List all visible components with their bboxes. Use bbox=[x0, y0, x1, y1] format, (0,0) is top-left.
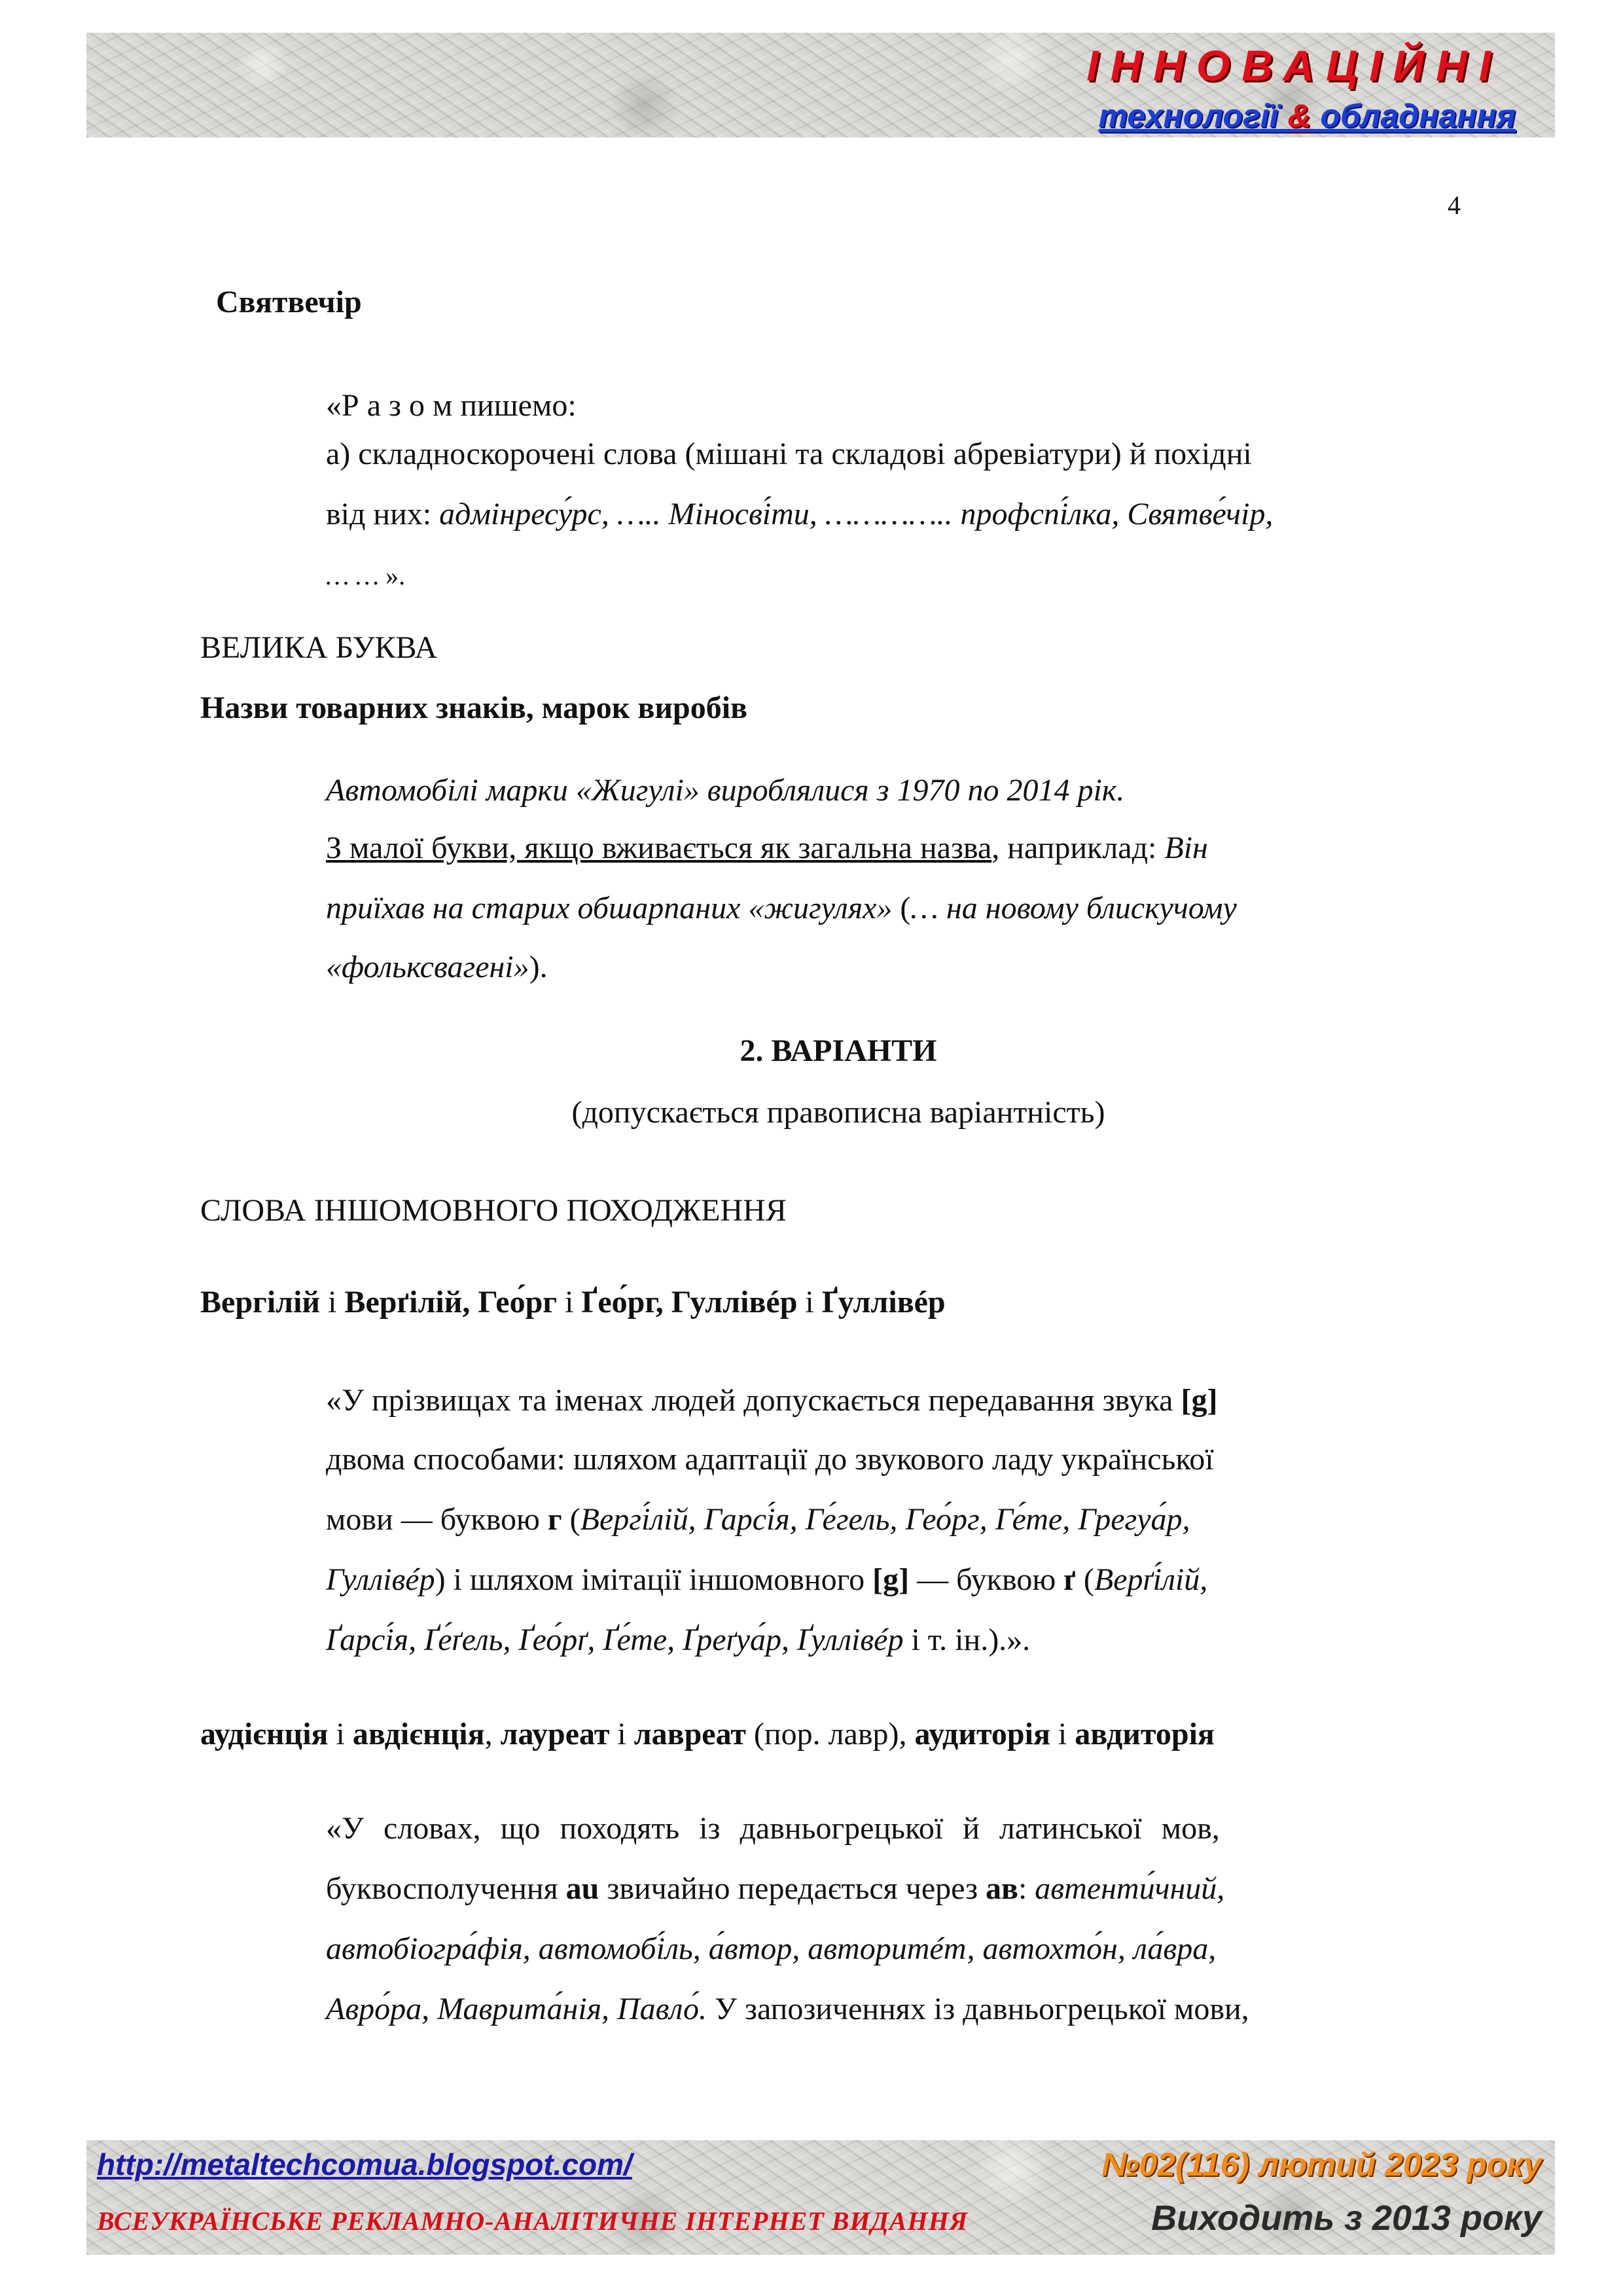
s4-p2f: автенти́чний, bbox=[1035, 1871, 1225, 1906]
website-link[interactable]: http://metaltechcomua.blogspot.com/ bbox=[97, 2147, 632, 2181]
p3d: Вергі́лій, Гарсі́я, Ге́гель, Гео́рг, Ге́те, Грегуа́р, bbox=[580, 1502, 1190, 1537]
rule-au-line-1: «У словах, що походять із давньогрецької й латинської мов, bbox=[326, 1811, 1220, 1846]
rule-g-line-2: двома способами: шляхом адаптації до звукового ладу української bbox=[326, 1442, 1214, 1477]
s4-p4b: У запозиченнях із давньогрецької мови, bbox=[707, 1992, 1249, 2026]
h-c: Верґілій, Гео́рг bbox=[344, 1285, 558, 1319]
h-g: Ґуллівéр bbox=[821, 1285, 946, 1319]
s4-p2e: : bbox=[1018, 1871, 1035, 1906]
rule-g-line-4 bbox=[326, 1560, 1476, 1600]
p4a: Гуллівéр bbox=[326, 1562, 435, 1597]
quote-line-4 bbox=[326, 556, 405, 596]
p1a: «У прізвищах та іменах людей допускається передавання звука bbox=[326, 1383, 1181, 1418]
s4-h-c: авдієнція bbox=[352, 1717, 485, 1751]
heading-trademarks: Назви товарних знаків, марок виробів bbox=[200, 691, 747, 725]
rule-example-start: Він bbox=[1164, 831, 1208, 865]
caps-foreign-words: СЛОВА ІНШОМОВНОГО ПОХОДЖЕННЯ bbox=[200, 1193, 787, 1228]
rule-g-line-5 bbox=[326, 1621, 1030, 1660]
example-line-1: Автомобілі марки «Жигулі» вироблялися з 1970 по 2014 рік. bbox=[326, 773, 1125, 808]
s4-h-d: , bbox=[484, 1717, 501, 1751]
issue-number: №02(116) лютий 2023 року bbox=[1101, 2146, 1542, 2183]
p4c: [g] bbox=[872, 1562, 910, 1597]
example-3c: … на новому блискучому bbox=[910, 891, 1237, 925]
example-line-2 bbox=[326, 829, 1476, 868]
example-3b: ( bbox=[892, 891, 911, 925]
s4-p2a: буквосполучення bbox=[326, 1871, 566, 1906]
banner-subtitle bbox=[1099, 97, 1516, 135]
example-4b: ). bbox=[529, 950, 548, 984]
rule-underlined: З малої букви, якщо вживається як загальна назва bbox=[326, 831, 992, 865]
rule-g-line-1 bbox=[326, 1381, 1476, 1420]
heading-audiencia bbox=[200, 1715, 1215, 1754]
p3a: мови — буквою bbox=[326, 1502, 548, 1537]
quote-line-4-end: ». bbox=[385, 561, 406, 590]
caps-velyka-bukva: ВЕЛИКА БУКВА bbox=[200, 630, 438, 665]
s4-h-f: і bbox=[609, 1717, 634, 1751]
s4-p2c: звичайно передається через bbox=[599, 1871, 986, 1906]
h-d: і bbox=[557, 1285, 582, 1319]
p3c: ( bbox=[562, 1502, 580, 1537]
heading-vergiliy bbox=[200, 1283, 946, 1322]
footer-banner bbox=[86, 2140, 1555, 2255]
s4-p2d: ав bbox=[986, 1871, 1018, 1906]
rule-au-line-4 bbox=[326, 1990, 1476, 2029]
banner-title: ІННОВАЦІЙНІ bbox=[1086, 41, 1503, 90]
banner-subtitle-a: технології bbox=[1098, 98, 1279, 134]
p4g: Верґі́лій, bbox=[1094, 1562, 1208, 1597]
example-4a: «фольксвагені» bbox=[326, 950, 529, 984]
p5a: Ґарсі́я, Ґе́ґель, Ґео́рґ, Ґе́те, Ґреґуа́р, Ґуллівéр bbox=[326, 1623, 904, 1657]
p4d: — буквою bbox=[909, 1562, 1064, 1597]
p4b: ) і шляхом імітації іншомовного bbox=[435, 1562, 873, 1597]
rule-au-line-3: автобіогра́фія, автомобі́ль, а́втор, авторитéт, автохто́н, ла́вра, bbox=[326, 1931, 1217, 1966]
h-a: Вергілій bbox=[200, 1285, 321, 1319]
s4-h-h: (пор. лавр), bbox=[745, 1717, 915, 1751]
quote-line-4-ellipsis: … … bbox=[326, 561, 386, 590]
example-line-4 bbox=[326, 948, 548, 987]
h-f: і bbox=[797, 1285, 822, 1319]
rule-au-line-2 bbox=[326, 1869, 1476, 1909]
header-banner bbox=[86, 33, 1555, 137]
example-3a: приїхав на старих обшарпаних «жигулях» bbox=[326, 891, 893, 925]
banner-subtitle-b: обладнання bbox=[1320, 98, 1516, 134]
s4-h-j: і bbox=[1050, 1717, 1075, 1751]
banner-subtitle-amp: & bbox=[1287, 98, 1311, 134]
s4-h-b: і bbox=[328, 1717, 353, 1751]
p4e: ґ bbox=[1063, 1562, 1076, 1597]
quote-line-3-text: від них: bbox=[326, 497, 440, 531]
s4-p4a: Авро́ра, Маврита́нія, Павло́. bbox=[326, 1992, 707, 2026]
published-since: Виходить з 2013 року bbox=[1151, 2198, 1542, 2238]
rule-text: , наприклад: bbox=[991, 831, 1165, 865]
quote-line-2: а) складноскорочені слова (мішані та складові абревіатури) й похідні bbox=[326, 437, 1252, 471]
p5b: і т. ін.).». bbox=[903, 1623, 1031, 1657]
quote-line-3 bbox=[326, 495, 1476, 534]
rule-g-line-3 bbox=[326, 1500, 1476, 1539]
s4-h-g: лавреат bbox=[633, 1717, 746, 1751]
h-b: і bbox=[320, 1285, 345, 1319]
heading-svyatvechir: Святвечір bbox=[216, 285, 362, 319]
h-e: Ґео́рг, Гуллівéр bbox=[581, 1285, 798, 1319]
s4-h-a: аудієнція bbox=[200, 1717, 329, 1751]
section-title: 2. ВАРІАНТИ bbox=[740, 1033, 937, 1068]
quote-line-3-examples: адмінресу́рс, ….. Міносві́ти, ………….. профспі́лка, Святве́чір, bbox=[439, 497, 1274, 531]
publication-description: ВСЕУКРАЇНСЬКЕ РЕКЛАМНО-АНАЛІТИЧНЕ ІНТЕРНЕТ ВИДАННЯ bbox=[97, 2206, 969, 2236]
quote-line-1: «Р а з о м пишемо: bbox=[326, 388, 577, 423]
s4-h-i: аудиторія bbox=[914, 1717, 1050, 1751]
section-subtitle: (допускається правописна варіантність) bbox=[571, 1095, 1105, 1130]
p1b: [g] bbox=[1181, 1383, 1218, 1418]
example-line-3 bbox=[326, 889, 1476, 928]
p3b: г bbox=[547, 1502, 562, 1537]
p4f: ( bbox=[1075, 1562, 1094, 1597]
s4-p2b: au bbox=[565, 1871, 599, 1906]
s4-h-e: лауреат bbox=[500, 1717, 610, 1751]
s4-h-k: авдиторія bbox=[1075, 1717, 1215, 1751]
page-number: 4 bbox=[1448, 190, 1461, 220]
